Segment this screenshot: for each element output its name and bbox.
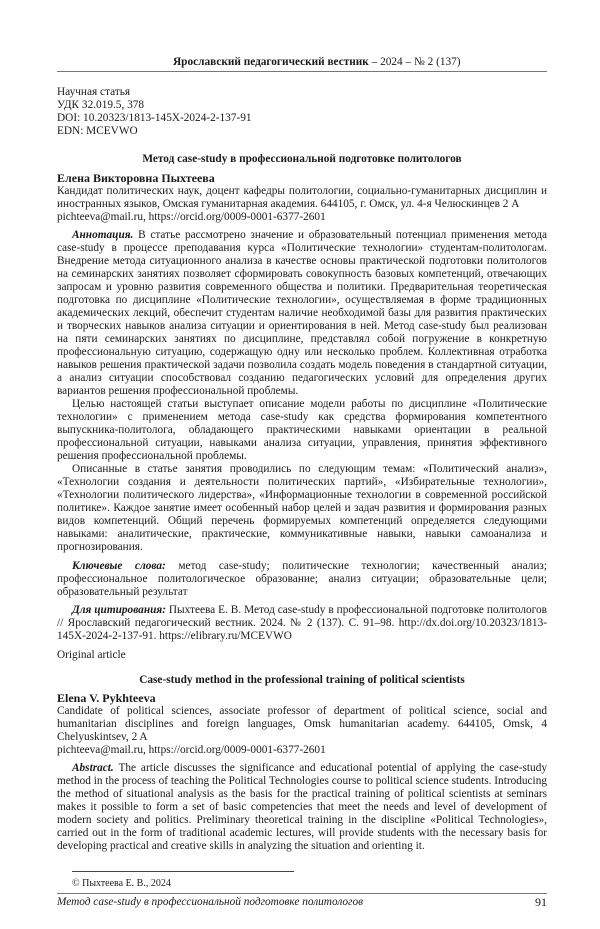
abstract-paragraph: Целью настоящей статьи выступает описание модели работы по дисциплине «Политические технологии» с применением метода case-study как средства формирования компетентного выпускника-политолога, обладающего практическими навыками ориентации в реальной профессиональной ситуации, навыками анализа ситуации, управления, принятия эффективного решения профессиональной проблемы. <box>57 398 547 463</box>
author-block-ru <box>57 172 547 224</box>
abstract-label: Abstract. <box>72 762 114 774</box>
article-meta <box>57 86 547 138</box>
journal-issue: – 2024 – № 2 (137) <box>369 56 461 68</box>
author-affiliation: Кандидат политических наук, доцент кафедры политологии, социально-гуманитарных дисциплин и иностранных языков, Омская гуманитарная академия. 644105, г. Омск, ул. 4-я Челюскинцев 2 А <box>57 185 547 211</box>
abstract-text: The article discusses the significance and educational potential of applying the case-study method in the process of teaching the Political Technologies course to political science students. Introducing the method of situational analysis as the basis for the practical training of political scientists at seminars makes it possible to form a set of basic competencies that meet the needs and level of development of modern society and politics. Preliminary theoretical training in the discipline «Political Technologies», carried out in the form of traditional academic lectures, will provide students with the necessary basis for developing practical and creative skills in analyzing the situation and orienting it. <box>57 762 547 852</box>
article-title-ru: Метод case-study в профессиональной подготовке политологов <box>57 153 547 166</box>
citation-text: Пыхтеева Е. В. Метод case-study в профессиональной подготовке политологов // Ярославский педагогический вестник. 2024. № 2 (137). С. 91–98. http://dx.doi.org/10.20323/1813-145X-2024-2-137-91. https://elibrary.ru/MCEVWO <box>57 604 547 642</box>
article-type-en: Original article <box>57 649 547 662</box>
page-footer <box>57 893 547 909</box>
footer-running-title: Метод case-study в профессиональной подготовке политологов <box>57 896 363 908</box>
abstract-label: Аннотация. <box>72 229 133 241</box>
author-contacts: pichteeva@mail.ru, https://orcid.org/0009-0001-6377-2601 <box>57 211 547 224</box>
keywords-text: метод case-study; политические технологии; качественный анализ; профессиональное политологическое образование; анализ ситуации; образовательные цели; образовательный результат <box>57 560 547 598</box>
running-header <box>57 56 547 72</box>
author-name: Елена Викторовна Пыхтеева <box>57 172 547 185</box>
citation-label: Для цитирования: <box>72 604 166 616</box>
citation-ru <box>57 604 547 643</box>
article-title-en: Case-study method in the professional training of political scientists <box>57 674 547 687</box>
author-name: Elena V. Pykhteeva <box>57 692 547 705</box>
article-type: Научная статья <box>57 86 547 99</box>
keywords-label: Ключевые слова: <box>72 560 166 572</box>
author-affiliation: Candidate of political sciences, associate professor of department of political science, social and humanitarian disciplines and foreign languages, Omsk humanitarian academy. 644105, Omsk, 4 Chelyuskintsev, 2 A <box>57 705 547 744</box>
journal-header <box>173 56 461 69</box>
footnote-divider <box>72 871 294 872</box>
author-block-en <box>57 692 547 757</box>
abstract-en <box>57 762 547 853</box>
doi: DOI: 10.20323/1813-145X-2024-2-137-91 <box>57 112 547 125</box>
author-contacts: pichteeva@mail.ru, https://orcid.org/0009-0001-6377-2601 <box>57 744 547 757</box>
page-number: 91 <box>535 896 547 909</box>
journal-name: Ярославский педагогический вестник <box>173 56 369 68</box>
abstract-ru <box>57 229 547 554</box>
abstract-paragraph: Описанные в статье занятия проводились по следующим темам: «Политический анализ», «Технологии создания и деятельности политических партий», «Избирательные технологии», «Технологии политического лидерства», «Информационные технологии в современной российской политике». Каждое занятие имеет особенный набор целей и задач развития и формирования разных видов компетенций. Общий перечень формируемых компетенций определяется следующими навыками: аналитические, практические, коммуникативные навыки, навыки самоанализа и прогнозирования. <box>57 463 547 554</box>
copyright-footnote: © Пыхтеева Е. В., 2024 <box>72 878 547 890</box>
keywords-ru <box>57 560 547 599</box>
abstract-text: В статье рассмотрено значение и образовательный потенциал применения метода case-study в процессе преподавания курса «Политические технологии» студентам-политологам. Внедрение метода ситуационного анализа в качестве основы практической подготовки политологов на семинарских занятиях позволяет сформировать совокупность базовых компетенций, отвечающих запросам и уровню развития современного общества и политики. Предварительная теоретическая подготовка по дисциплине «Политические технологии», осуществляемая в форме традиционных академических лекций, обеспечит студентам наличие необходимой базы для развития практических и творческих навыков анализа ситуации и ориентирования в ней. Метод case-study был реализован на пяти семинарских занятиях по дисциплине, представлял собой погружение в конкретную профессиональную ситуацию, содержащую одну или несколько проблем. Коллективная отработка навыков решения практической задачи позволила создать модель поведения в стандартной ситуации, а анализ ситуации способствовал созданию педагогических условий для определения других вариантов решения профессиональной проблемы. <box>57 229 547 397</box>
edn: EDN: MCEVWO <box>57 125 547 138</box>
page <box>57 0 547 929</box>
udc: УДК 32.019.5, 378 <box>57 99 547 112</box>
